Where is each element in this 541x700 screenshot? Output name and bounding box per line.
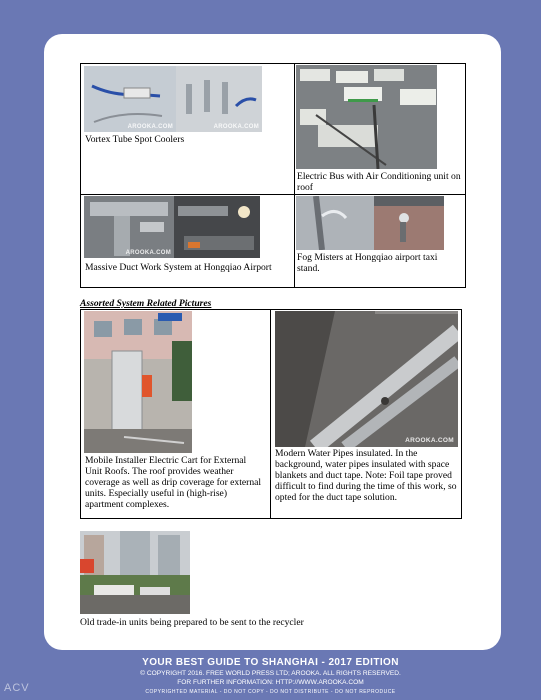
footer-title: YOUR BEST GUIDE TO SHANGHAI - 2017 EDITION: [142, 657, 399, 668]
fog-illustration-1: [296, 196, 374, 250]
watermark: AROOKA.COM: [405, 437, 454, 444]
duct-caption: Massive Duct Work System at Hongqiao Airport: [85, 262, 272, 273]
vortex-caption: Vortex Tube Spot Coolers: [85, 134, 185, 145]
recycler-illustration: [80, 531, 190, 614]
footer-copyright: © COPYRIGHT 2016. FREE WORLD PRESS LTD; AROOKA. ALL RIGHTS RESERVED.: [140, 670, 401, 677]
pipes-illustration: [275, 311, 458, 447]
fog-mister-photo-1: [296, 196, 374, 250]
vortex-cooler-illustration-1: [84, 66, 176, 132]
recycler-caption: Old trade-in units being prepared to be sent to the recycler: [80, 617, 304, 628]
duct-illustration-2: [174, 196, 260, 258]
watermark: AROOKA.COM: [213, 124, 259, 130]
electric-bus-photo: [296, 65, 437, 169]
fog-mister-photo-2: [374, 196, 444, 250]
vortex-cooler-illustration-2: [176, 66, 262, 132]
watermark: AROOKA.COM: [125, 250, 171, 256]
recycler-photo: [80, 531, 190, 614]
vortex-cooler-photo-1: [84, 66, 176, 132]
duct-work-photo-1: [84, 196, 174, 258]
cart-caption: Mobile Installer Electric Cart for External Unit Roofs. The roof provides weather coverage as well as drip coverage for external units. Especially useful in (high-rise) apartment complexes.: [85, 455, 262, 510]
duct-illustration-1: [84, 196, 174, 258]
footer-notice: COPYRIGHTED MATERIAL - DO NOT COPY - DO NOT DISTRIBUTE - DO NOT REPRODUCE: [145, 689, 396, 695]
fog-illustration-2: [374, 196, 444, 250]
fog-caption: Fog Misters at Hongqiao airport taxi stand.: [297, 252, 438, 274]
bus-caption: Electric Bus with Air Conditioning unit on roof: [297, 171, 461, 193]
corner-mark: ACV: [4, 682, 30, 694]
electric-cart-photo: [84, 311, 192, 453]
duct-work-photo-2: [174, 196, 260, 258]
cart-street-illustration: [84, 311, 192, 453]
vortex-cooler-photo-2: [176, 66, 262, 132]
bus-depot-illustration: [296, 65, 437, 169]
watermark: AROOKA.COM: [127, 124, 173, 130]
insulated-pipes-photo: [275, 311, 458, 447]
section-heading: Assorted System Related Pictures: [80, 298, 212, 309]
footer-info: FOR FURTHER INFORMATION: HTTP://WWW.AROOKA.COM: [177, 679, 364, 686]
pipes-caption: Modern Water Pipes insulated. In the background, water pipes insulated with space blankets and duct tape. Note: Foil tape proved difficult to find during the time of this work, so opted for the duct tape solution.: [275, 448, 457, 503]
